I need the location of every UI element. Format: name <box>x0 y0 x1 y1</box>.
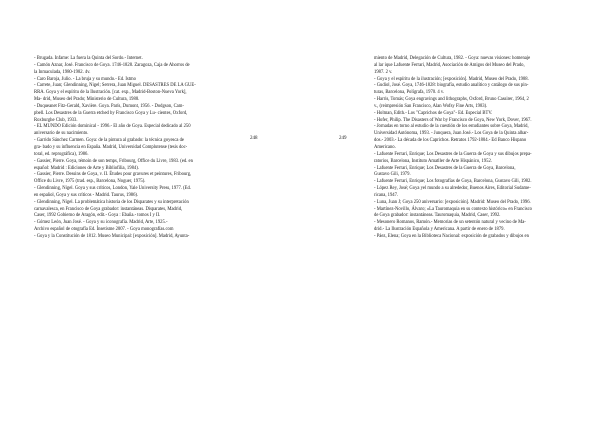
bibliography-line: Universidad Autónoma, 1993. - Junquera, Juan José.- Los Goya de la Quinta alhar- <box>374 131 529 137</box>
bibliography-line: RRA. Goya y el espíritu de la Ilustración. [cat. exp., Madrid-Boston-Nueva York], <box>34 90 187 96</box>
bibliography-line: - Martínez-Novillo, Álvaro; «La Tauromaquia en su contexto histórico» en Francisco <box>374 206 532 212</box>
bibliography-line: 1987. 2 v. <box>374 69 393 75</box>
bibliography-line: ratorios, Barcelona, Instituto Amatller de Arte Hispánico, 1952. <box>374 158 492 164</box>
bibliography-line: - Luna, Juan J; Goya 250 aniversario: [exposición]. Madrid: Museo del Prado, 1996. <box>374 199 531 205</box>
bibliography-line: - Camón Aznar, José. Francisco de Goya. 1746-1828. Zaragoza, Caja de Ahorros de <box>34 62 190 68</box>
bibliography-line: - Páez, Elena; Goya en la Biblioteca Nacional: exposición de grabados y dibujos en <box>374 233 529 239</box>
left-page-text <box>34 56 247 241</box>
bibliography-line: - Holman, Edith.- Los "Caprichos de Goya"- Ed. Especial BTV. <box>374 110 493 116</box>
bibliography-line: - Harris, Tomás; Goya engravings and lithographs, Oxford, Bruno Cassirer, 1964, 2 <box>374 97 529 103</box>
bibliography-line: - Glendinning, Nigel. Goya y sus críticos, London, Yale University Press, 1977. (Ed. <box>34 186 191 192</box>
bibliography-line: - Caro Baroja, Julio. - La bruja y su mundo.- Ed. Istmo <box>34 76 136 82</box>
bibliography-line: - Lafuente Ferrari, Enrique; Los fotografías de Goya, Barcelona, Gustavo Gili, 1982. <box>374 179 532 185</box>
left-page-number: 248 <box>250 136 258 141</box>
bibliography-line: Roxburghe Club, 1933. <box>34 117 78 123</box>
bibliography-line: español: Madrid : Ediciones de Arte y Bibliofilia, 1984). <box>34 165 139 171</box>
bibliography-line: en español, Goya y sus críticos - Madrid. Taurus, 1986). <box>34 192 139 198</box>
bibliography-line: Office du Livre, 1975 (trad. esp., Barcelona, Noguer, 1975). <box>34 179 146 185</box>
bibliography-line: - Gudiol, José. Goya, 1746-1828: biografía, estudio analítico y catálogo de sus pin- <box>374 83 529 89</box>
bibliography-line: - Duqueanet Fitz-Gerald, Xavière. Goya. París, Dumont, 1956. - Dodgson, Cam- <box>34 103 184 109</box>
bibliography-line: Archivo español de otografía Ed. Ínsetisme 2007. - Goya monografías.com <box>34 227 174 233</box>
bibliography-line: - Garrido Sánchez Carmen. Goya: de la pintura al grabado: la técnica goyesca de <box>34 138 184 144</box>
bibliography-line: - Goya y la Constitución de 1812. Museo Municipal: [exposición]. Madrid, Ayunta- <box>34 233 190 239</box>
bibliography-line: dos.- 2003.- La década de los Caprichos. Retratos 1792-1804.- Ed Banco Hispano <box>374 138 527 144</box>
bibliography-line: al lar ique Lafuente Ferrari, Madrid, Asociación de Amigos del Museo del Prado, <box>374 62 525 68</box>
bibliography-line: ricana, 1947. <box>374 192 399 198</box>
right-page-text <box>374 56 586 241</box>
bibliography-line: - Hofer, Philip. The Disasters of War by Francisco de Goya, New York, Dover, 1967. <box>374 117 532 123</box>
bibliography-line: - Glendinning, Nigel. La problemática historia de los Disparates y su interpretación <box>34 199 189 205</box>
bibliography-line: Caser, 1992 Gobierno de Aragón, edit.- Goya : Ebaña.- tomos I y II. <box>34 213 161 219</box>
bibliography-line: - Jornadas en torno al estudio de la cuestión de los estudiantes sobre Goya, Madrid, <box>374 124 529 130</box>
bibliography-line: - Carrete, Juan; Glendinning, Nigel; Serrera, Juan Miguel. DESASTRES DE LA GUE- <box>34 83 196 89</box>
right-page-number: 249 <box>339 136 347 141</box>
bibliography-line: drid.- La Ilustración Española y Americana. A partir de enero de 1879. <box>374 227 505 233</box>
bibliography-line: turas, Barcelona, Polígrafa, 1970. 4 v. <box>374 90 445 96</box>
bibliography-line: - Lafuente Ferrari, Enrique; Los Desastres de la Guerra de Goya y sus dibujos prepa- <box>374 151 532 157</box>
bibliography-line: toral, ed. reprográfica), 1986. <box>34 151 89 157</box>
bibliography-line: v., (reimpresión San Francisco, Alan Wofsy Fine Arts, 1983). <box>374 103 488 109</box>
bibliography-line: - Mesonero Romanos, Ramón.- Memorias de un setentón natural y vecino de Ma- <box>374 220 526 226</box>
bibliography-line: - EL MUNDO Edición dominical - 1996.- El año de Goya. Especial dedicado al 250 <box>34 124 191 130</box>
bibliography-line: - Gassier, Pierre. Goya, témoin de son temps, Fribourg, Office du Livre, 1983. (ed. en <box>34 158 193 164</box>
bibliography-line: de Goya grabador: instantáneas. Tauromaquia, Madrid, Caser, 1992. <box>374 213 501 219</box>
bibliography-line: - Gassier, Pierre. Dessins de Goya, v. II. Études pour gravures et peintures, Fribourg, <box>34 172 192 178</box>
bibliography-line: Ma- drid, Museo del Prado; Ministerio de Cultura, 1988. <box>34 97 140 103</box>
bibliography-line: - López Rey, José; Goya yel mundo a su alrededor, Buenos Aires, Editorial Sudame- <box>374 186 531 192</box>
bibliography-line: - Goya y el espíritu de la ilustración; [exposición]. Madrid, Museo del Prado, 1988. <box>374 76 529 82</box>
bibliography-line: Americano. <box>374 144 396 150</box>
bibliography-line: aniversario de su nacimiento. <box>34 131 89 137</box>
bibliography-line: pbell. Los Desastres de la Guerra etched by Francisco Goya y Lu- cientes, Oxford, <box>34 110 188 116</box>
bibliography-line: - Gómez León, Juan José. - Goya y su iconografía. Madrid, Arte, 1925.- <box>34 220 168 226</box>
bibliography-line: gra- bado y su influencia en España. Madrid, Universidad Complutense (tesis doc- <box>34 144 188 150</box>
bibliography-line: miento de Madrid, Delegación de Cultura, 1982. - Goya: nuevas visiones: homenaje <box>374 56 531 61</box>
bibliography-line: la Inmaculada, 1980-1982. 4v. <box>34 69 91 75</box>
bibliography-line: Gustavo Gili, 1979. <box>374 172 411 178</box>
bibliography-line: - Lafuente Ferrari, Enrique; Los Desastres de la Guerra de Goya, Barcelona, <box>374 165 516 171</box>
bibliography-line: carnavalesca, en Francisco de Goya grabador: instantáneas. Disparates, Madrid, <box>34 206 183 212</box>
bibliography-line: - Brugada. Infame: La fuera la Quinta del Sordo.- Internet. <box>34 56 143 61</box>
